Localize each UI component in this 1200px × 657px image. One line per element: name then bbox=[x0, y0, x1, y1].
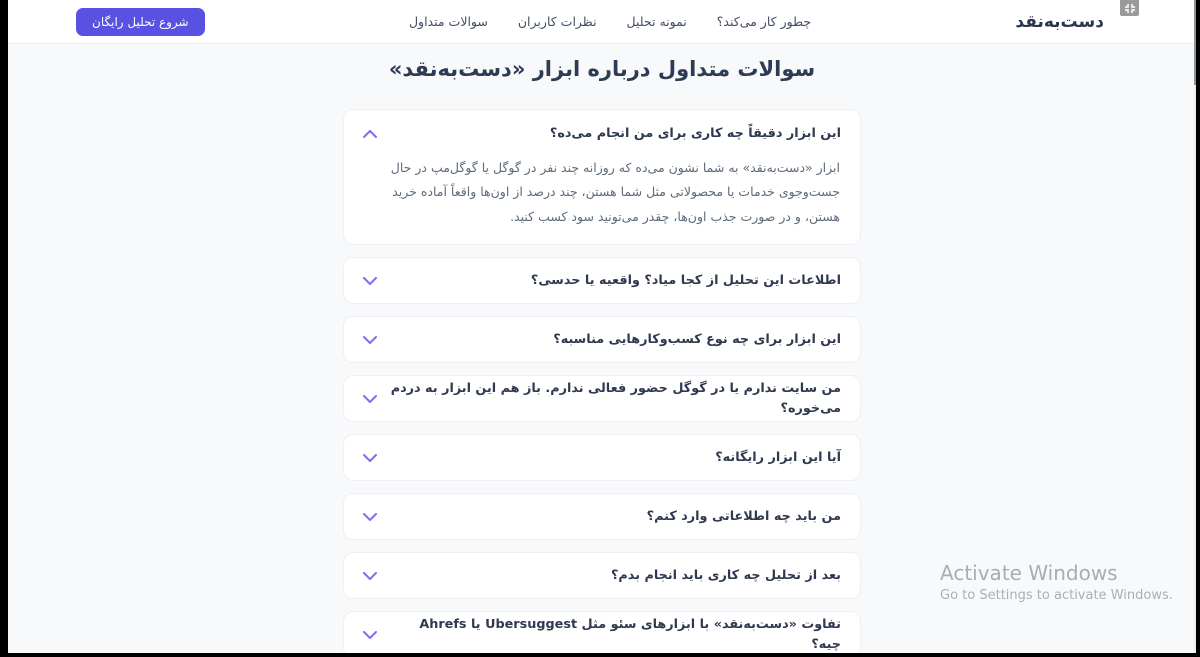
page-title: سوالات متداول درباره ابزار «دست‌به‌نقد» bbox=[388, 57, 816, 81]
faq-item[interactable] bbox=[343, 316, 861, 363]
watermark-subtitle: Go to Settings to activate Windows. bbox=[940, 588, 1173, 603]
chevron-down-icon[interactable] bbox=[363, 572, 377, 580]
faq-question-row[interactable] bbox=[363, 494, 841, 539]
browser-viewport bbox=[8, 0, 1196, 653]
nav-item-how-it-works[interactable]: چطور کار می‌کند؟ bbox=[716, 14, 812, 29]
chevron-down-icon[interactable] bbox=[363, 395, 377, 403]
faq-list bbox=[343, 109, 861, 653]
watermark-title: Activate Windows bbox=[940, 561, 1118, 585]
faq-question[interactable]: این ابزار دقیقاً چه کاری برای من انجام می‌ده؟ bbox=[549, 126, 841, 142]
faq-item[interactable] bbox=[343, 493, 861, 540]
faq-question[interactable]: آیا این ابزار رایگانه؟ bbox=[715, 450, 841, 466]
faq-question[interactable]: اطلاعات این تحلیل از کجا میاد؟ واقعیه یا حدسی؟ bbox=[530, 273, 841, 289]
faq-item[interactable] bbox=[343, 375, 861, 422]
faq-answer: ابزار «دست‌به‌نقد» به شما نشون می‌ده که روزانه چند نفر در گوگل یا گوگل‌مپ در حال جست‌وجوی خدمات یا محصولاتی مثل شما هستن، چند درصد از اون‌ها واقعاً آماده خرید هستن، و در صورت جذب اون‌ها، چقدر می‌تونید سود کسب کنید. bbox=[390, 160, 840, 224]
faq-question-row[interactable] bbox=[363, 553, 841, 598]
chevron-down-icon[interactable] bbox=[363, 454, 377, 462]
compress-icon[interactable] bbox=[1120, 0, 1139, 16]
faq-question[interactable]: من باید چه اطلاعاتی وارد کنم؟ bbox=[646, 509, 841, 525]
faq-question-row[interactable] bbox=[363, 435, 841, 480]
faq-item[interactable] bbox=[343, 109, 861, 245]
chevron-down-icon[interactable] bbox=[363, 277, 377, 285]
chevron-down-icon[interactable] bbox=[363, 631, 377, 639]
chevron-down-icon[interactable] bbox=[363, 336, 377, 344]
faq-question[interactable]: بعد از تحلیل چه کاری باید انجام بدم؟ bbox=[611, 568, 841, 584]
site-header bbox=[8, 0, 1196, 44]
start-free-analysis-button[interactable]: شروع تحلیل رایگان bbox=[76, 8, 205, 36]
nav-item-faq[interactable]: سوالات متداول bbox=[408, 14, 488, 29]
chevron-down-icon[interactable] bbox=[363, 513, 377, 521]
main-nav bbox=[409, 14, 811, 29]
faq-question-row[interactable] bbox=[363, 376, 841, 421]
faq-item[interactable] bbox=[343, 552, 861, 599]
faq-section bbox=[8, 44, 1196, 653]
faq-item[interactable] bbox=[343, 611, 861, 653]
scrollbar-thumb[interactable] bbox=[1194, 0, 1196, 85]
faq-question[interactable]: تفاوت «دست‌به‌نقد» با ابزارهای سئو مثل Ubersuggest یا Ahrefs چیه؟ bbox=[419, 617, 841, 652]
faq-question-row[interactable] bbox=[363, 258, 841, 303]
nav-item-sample-analysis[interactable]: نمونه تحلیل bbox=[626, 14, 687, 29]
faq-question-row[interactable] bbox=[363, 317, 841, 362]
faq-question[interactable]: من سایت ندارم یا در گوگل حضور فعالی ندارم. باز هم این ابزار به دردم می‌خوره؟ bbox=[390, 381, 841, 416]
scrollbar[interactable] bbox=[1194, 0, 1196, 653]
faq-question[interactable]: این ابزار برای چه نوع کسب‌وکارهایی مناسبه؟ bbox=[553, 332, 841, 348]
chevron-up-icon[interactable] bbox=[363, 130, 377, 138]
nav-item-user-reviews[interactable]: نظرات کاربران bbox=[517, 14, 597, 29]
site-logo: دست‌به‌نقد bbox=[1015, 11, 1104, 32]
faq-item[interactable] bbox=[343, 434, 861, 481]
faq-item[interactable] bbox=[343, 257, 861, 304]
faq-question-row[interactable] bbox=[363, 110, 841, 154]
faq-question-row[interactable] bbox=[363, 612, 841, 653]
